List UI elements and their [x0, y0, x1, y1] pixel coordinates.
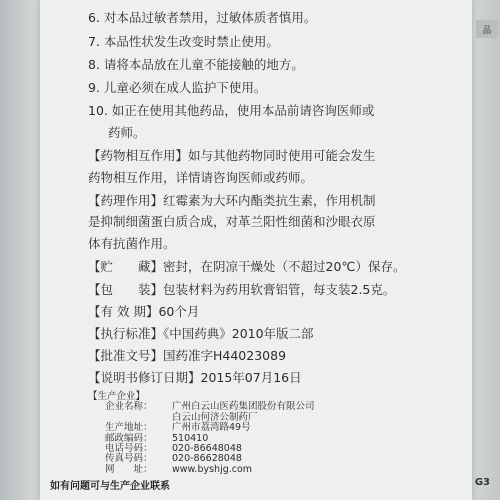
warning-item-9: 9. 儿童必须在成人监护下使用。 — [88, 80, 267, 95]
address-label: 生产地址： — [105, 422, 153, 434]
standard-line: 【执行标准】《中国药典》2010年版二部 — [88, 326, 314, 341]
pharmacology-line-2: 是抑制细菌蛋白质合成，对革兰阳性细菌和沙眼衣原 — [88, 214, 376, 229]
fax-value: 020-86628048 — [172, 453, 242, 465]
warning-item-6: 6. 对本品过敏者禁用，过敏体质者慎用。 — [88, 10, 317, 25]
company-name-line-2: 白云山何济公制药厂 — [172, 411, 258, 423]
company-name-label: 企业名称： — [105, 401, 153, 413]
warning-item-7: 7. 本品性状发生改变时禁止使用。 — [88, 34, 279, 49]
phone-value: 020-86648048 — [172, 443, 242, 454]
page-code: G3 — [474, 477, 490, 489]
drug-interaction-line-2: 药物相互作用，详情请咨询医师或药师。 — [88, 170, 314, 185]
package-line: 【包 装】包装材料为药用软膏铝管，每支装2.5克。 — [88, 282, 396, 297]
warning-item-10-continued: 药师。 — [108, 125, 146, 140]
drug-interaction-line-1: 【药物相互作用】如与其他药物同时使用可能会发生 — [88, 148, 376, 163]
pharmacology-line-3: 体有抗菌作用。 — [88, 236, 176, 251]
phone-label: 电话号码： — [105, 443, 153, 454]
storage-line: 【贮 藏】密封，在阴凉干燥处（不超过20℃）保存。 — [88, 259, 406, 274]
contact-note: 如有问题可与生产企业联系 — [50, 481, 170, 493]
pharmacology-line-1: 【药理作用】红霉素为大环内酯类抗生素，作用机制 — [88, 193, 376, 208]
validity-line: 【有 效 期】60个月 — [88, 304, 200, 319]
manufacturer-heading: 【生产企业】 — [88, 391, 146, 402]
revision-date-line: 【说明书修订日期】2015年07月16日 — [88, 370, 302, 385]
website-value: www.byshjg.com — [172, 463, 253, 475]
address-value: 广州市荔湾路49号 — [172, 422, 251, 434]
warning-item-10: 10. 如正在使用其他药品，使用本品前请咨询医师或 — [88, 103, 375, 118]
background-right-edge — [470, 0, 500, 500]
adjacent-page-tab: 品 — [476, 20, 498, 38]
fax-label: 传真号码： — [105, 453, 153, 465]
postcode-value: 510410 — [172, 432, 209, 444]
postcode-label: 邮政编码： — [105, 432, 153, 444]
company-name-line-1: 广州白云山医药集团股份有限公司 — [172, 401, 315, 413]
warning-item-8: 8. 请将本品放在儿童不能接触的地方。 — [88, 57, 304, 72]
background-left-edge — [0, 0, 28, 500]
website-label: 网 址： — [105, 463, 153, 475]
approval-line: 【批准文号】国药准字H44023089 — [88, 348, 287, 363]
